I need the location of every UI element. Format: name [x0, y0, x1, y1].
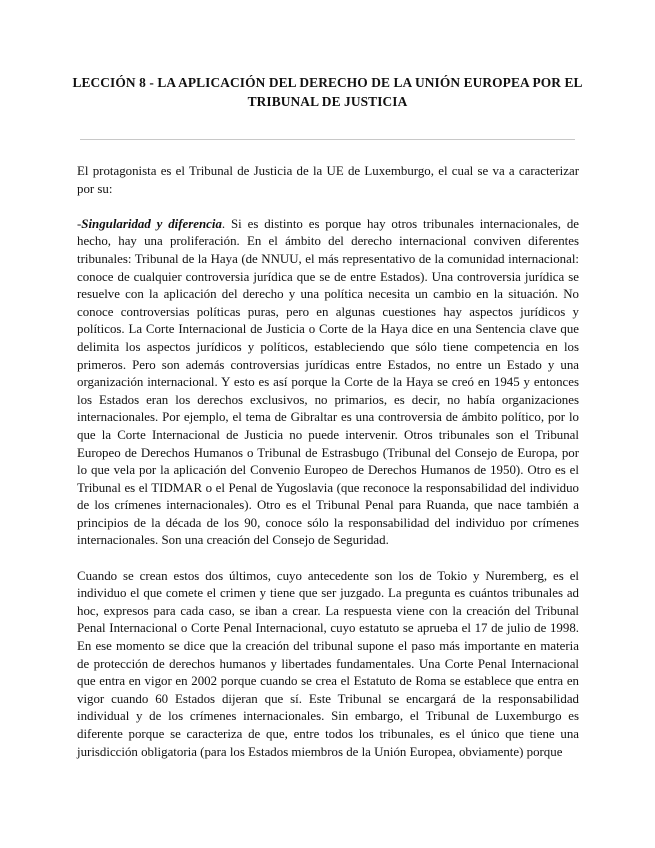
page-title [60, 73, 595, 111]
paragraph-2: Cuando se crean estos dos últimos, cuyo antecedente son los de Tokio y Nuremberg, es el individuo el que comete el crimen y tiene que ser juzgado. La pregunta es cuántos tribunales ad hoc, expresos para cada caso, se iban a crear. La respuesta viene con la creación del Tribunal Penal Internacional o Corte Penal Internacional, cuyo estatuto se aprueba el 17 de julio de 1998. En ese momento se dice que la creación del tribunal supone el paso más importante en materia de protección de derechos humanos y libertades fundamentales. Una Corte Penal Internacional que entra en vigor en 2002 porque cuando se crea el Estatuto de Roma se establece que entra en vigor cuando 60 Estados dijeran que sí. Este Tribunal se encargará de la responsabilidad individual y de los crímenes internacionales. Sin embargo, el Tribunal de Luxemburgo es diferente porque se caracteriza de que, entre todos los tribunales, es el único que tiene una jurisdicción obligatoria (para los Estados miembros de la Unión Europea, obviamente) porque [77, 568, 579, 759]
title-line-2: TRIBUNAL DE JUSTICIA [247, 94, 408, 109]
section-prefix: - [77, 216, 82, 231]
section-text: . Si es distinto es porque hay otros tribunales internacionales, de hecho, hay una proliferación. En el ámbito del derecho internacional conviven diferentes tribunales: Tribunal de la Haya (de NNUU, el más representativo de la comunidad internacional: conoce de cualquier controversia jurídica que se de entre Estados). Una controversia jurídica se resuelve con la aplicación del derecho y una política necesita un cambio en la situación. No conoce controversias políticas puras, pero en algunas cuestiones hay aspectos jurídicos y políticos. La Corte Internacional de Justicia o Corte de la Haya dice en una Sentencia clave que delimita los aspectos jurídicos y políticos, estableciendo que sólo tiene competencia en los primeros. Pero son además controversias jurídicas entre Estados, no entre un Estado y una organización internacional. Y esto es así porque la Corte de la Haya se creó en 1945 y entonces los Estados eran los derechos exclusivos, no primarios, es decir, no había organizaciones internacionales. Por ejemplo, el tema de Gibraltar es una controversia de ámbito político, por lo que la Corte Internacional de Justicia no puede intervenir. Otros tribunales son el Tribunal Europeo de Derechos Humanos o Tribunal de Estrasbugo (Tribunal del Consejo de Europa, por lo que vela por la aplicación del Convenio Europeo de Derechos Humanos de 1950). Otro es el Tribunal es el TIDMAR o el Penal de Yugoslavia (que reconoce la responsabilidad del individuo de los crímenes internacionales). Otro es el Tribunal Penal para Ruanda, que nace también a principios de la década de los 90, conoce sólo la responsabilidad del individuo por crímenes internacionales. Son una creación del Consejo de Seguridad. [77, 216, 579, 548]
section-heading: Singularidad y diferencia [81, 216, 222, 231]
title-divider [80, 139, 575, 140]
document-body [77, 163, 579, 779]
title-line-1: LECCIÓN 8 - LA APLICACIÓN DEL DERECHO DE LA UNIÓN EUROPEA POR EL [72, 75, 583, 90]
section-paragraph [77, 216, 579, 550]
intro-paragraph: El protagonista es el Tribunal de Justicia de la UE de Luxemburgo, el cual se va a caracterizar por su: [77, 164, 579, 196]
